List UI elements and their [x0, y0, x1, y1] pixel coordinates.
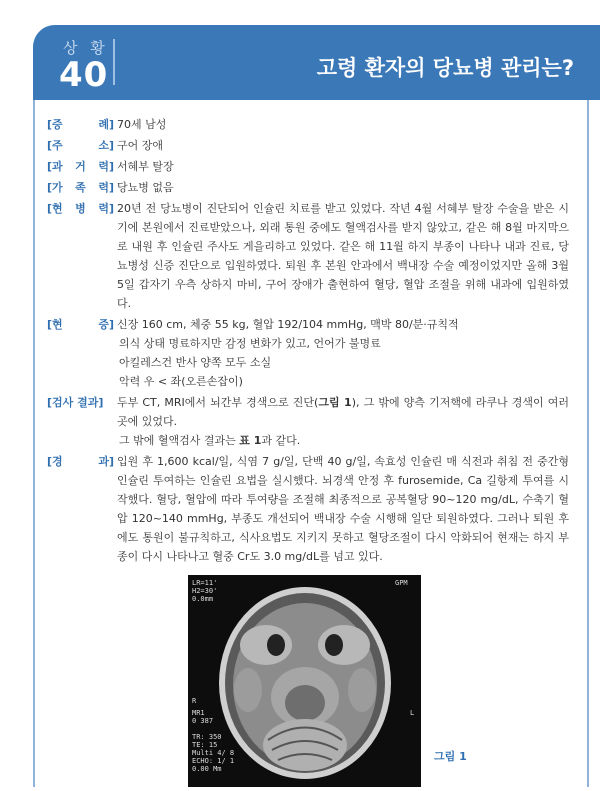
mri-overlay-text: 0 387: [192, 717, 214, 725]
label-past-history: [ 과 거 력 ]: [47, 160, 114, 173]
case-content: [47, 115, 569, 568]
row-family-history: [47, 178, 569, 197]
row-case: [47, 115, 569, 134]
mri-overlay-text: 0.00 Mm: [192, 765, 222, 773]
header-divider: [113, 39, 115, 85]
mri-image: [188, 575, 421, 787]
mri-overlay-text: TR: 350: [192, 733, 222, 741]
exam-text: 두부 CT, MRI에서 뇌간부 경색으로 진단(그림 1), 그 밖에 양측 기저핵에 라쿠나 경색이 여러 곳에 있었다.: [117, 396, 569, 428]
row-past-history: [47, 157, 569, 176]
label-exam-results: [검사 결과]: [47, 396, 104, 409]
value-course: 입원 후 1,600 kcal/일, 식염 7 g/일, 단백 40 g/일, 속효성 인슐린 매 식전과 취침 전 중간형 인슐린 투여하는 인슐린 요법을 실시했다. 뇌경색 안정 후 furosemide, Ca 길항제 투여를 시작했다. 혈당, 혈압에 따라 투여량을 조절해 최종적으로 공복혈당 90~120 mg/dL, 수축기 혈압 120~140 mmHg, 부종도 개선되어 백내장 수술 시행해 일단 퇴원하였다. 그러나 퇴원 후에도 통원이 불규칙하고, 식사요법도 지키지 못하고 혈당조절이 다시 악화되어 현재는 하지 부종이 다시 나타나고 혈중 Cr도 3.0 mg/dL를 넘고 있다.: [117, 455, 569, 563]
findings-line: 아킬레스건 반사 양쪽 모두 소실: [119, 356, 272, 369]
table-reference: 표 1: [239, 434, 262, 447]
value-family-history: 당뇨병 없음: [117, 181, 174, 194]
label-present-illness: [ 현 병 력 ]: [47, 202, 114, 215]
value-present-illness: 20년 전 당뇨병이 진단되어 인슐린 치료를 받고 있었다. 작년 4월 서혜부 탈장 수술을 받은 시기에 본원에서 진료받았으나, 외래 통원 중에도 혈액검사를 받지 않았고, 같은 해 8월 마지막으로 내원 후 인슐린 주사도 게을리하고 있었다. 같은 해 11월 하지 부종이 나타나 내과 진료, 당뇨병성 신증 진단으로 입원하였다. 퇴원 후 본원 안과에서 백내장 수술 예정이었지만 올해 3월 5일 갑자기 우측 상하지 마비, 구어 장애가 출현하여 혈당, 혈압 조절을 위해 내과에 입원하였다.: [117, 202, 569, 310]
case-number: 40: [59, 55, 109, 95]
value-chief-complaint: 구어 장애: [117, 139, 164, 152]
label-case: [ 증 례 ]: [47, 118, 114, 131]
row-exam-results: [47, 393, 569, 450]
mri-overlay-text: 0.0mm: [192, 595, 214, 603]
row-findings: [47, 315, 569, 391]
case-header: [33, 25, 600, 100]
figure-reference: 그림 1: [318, 396, 352, 409]
findings-line: 의식 상태 명료하지만 감정 변화가 있고, 언어가 불명료: [119, 337, 381, 350]
section-label: 상 황: [63, 39, 109, 57]
figure-caption: 그림 1: [434, 750, 467, 763]
mri-overlay-text: H2=30': [192, 587, 218, 595]
label-family-history: [ 가 족 력 ]: [47, 181, 114, 194]
value-past-history: 서혜부 탈장: [117, 160, 174, 173]
page-title: 고령 환자의 당뇨병 관리는?: [316, 56, 574, 80]
row-chief-complaint: [47, 136, 569, 155]
mri-overlay-text: MR1: [192, 709, 205, 717]
row-course: [47, 452, 569, 566]
label-course: [ 경 과 ]: [47, 455, 114, 468]
value-case: 70세 남성: [117, 118, 167, 131]
label-findings: [ 현 증 ]: [47, 318, 114, 331]
row-present-illness: [47, 199, 569, 313]
mri-overlay-text: L: [410, 709, 415, 717]
label-chief-complaint: [ 주 소 ]: [47, 139, 114, 152]
mri-figure: [188, 575, 421, 787]
mri-overlay-text: R: [192, 697, 197, 705]
mri-overlay-text: TE: 15: [192, 741, 218, 749]
mri-overlay-text: Multi 4/ 8: [192, 749, 235, 757]
exam-text-2: 그 밖에 혈액검사 결과는 표 1과 같다.: [119, 434, 301, 447]
mri-overlay-text: LR=11': [192, 579, 218, 587]
findings-line: 신장 160 cm, 체중 55 kg, 혈압 192/104 mmHg, 맥박 80/분·규칙적: [117, 318, 459, 331]
mri-overlay-text: ECHO: 1/ 1: [192, 757, 235, 765]
findings-line: 악력 우 < 좌(오른손잡이): [119, 375, 243, 388]
mri-overlay-text: GPM: [395, 579, 408, 587]
